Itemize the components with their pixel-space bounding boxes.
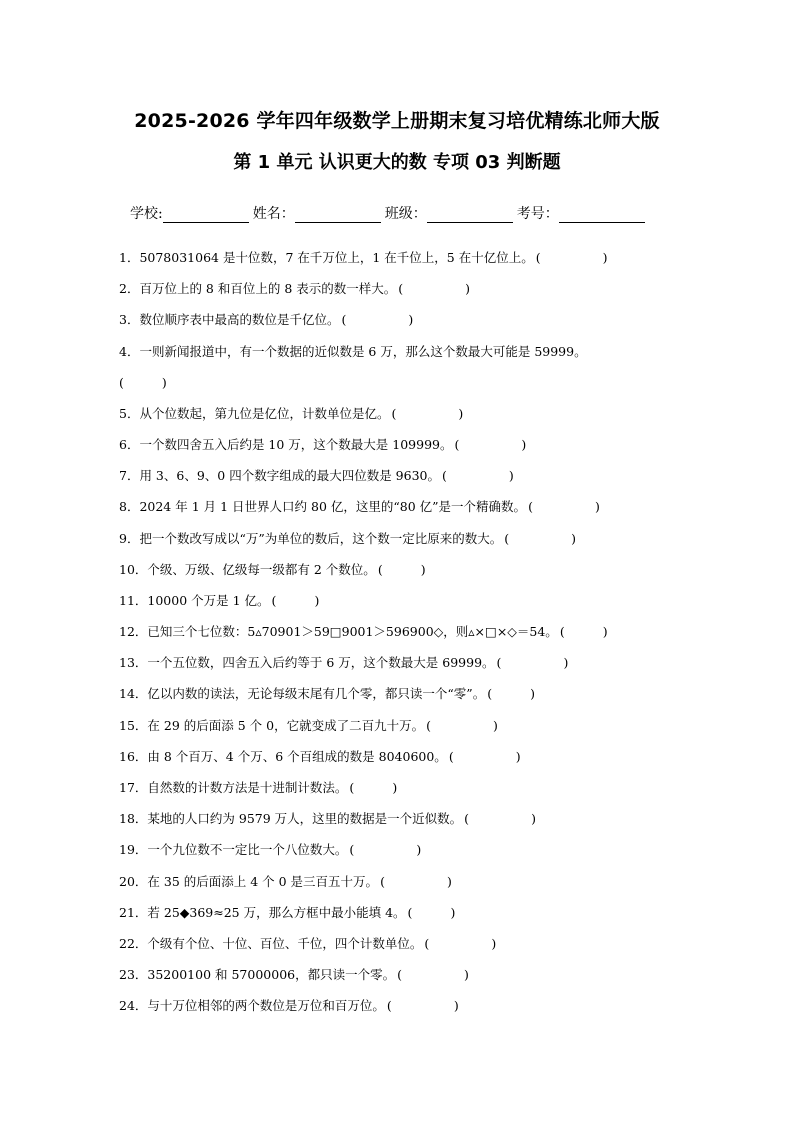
question-answer-line [119,369,719,400]
question-text: 10000 个万是 1 亿。 [147,592,270,608]
answer-paren-open: ( [424,935,430,951]
answer-paren-close: ) [594,499,600,515]
class-field [385,203,517,223]
question-number: 3． [119,312,140,328]
question-text: 若 25◆369≈25 万，那么方框中最小能填 4。 [147,904,406,920]
question-text: 已知三个七位数：5▵70901＞59□9001＞596900◇，则▵×□×◇＝54。 [147,624,558,640]
question-text: 把一个数改写成以“万”为单位的数后，这个数一定比原来的数大。 [139,530,503,546]
question-number: 2． [119,281,140,297]
answer-paren-close: ) [602,250,608,265]
name-field [253,203,385,223]
school-label: 学校: [130,206,163,222]
answer-paren-open: ( [380,873,385,889]
answer-paren-open: ( [386,998,392,1014]
question-item [119,930,719,961]
question-list [119,244,719,1024]
question-item [119,400,719,431]
answer-paren-open: ( [119,374,124,390]
question-text: 亿以内数的读法，无论每级末尾有几个零，都只读一个“零”。 [147,686,486,702]
question-text: 在 29 的后面添 5 个 0，它就变成了二百九十万。 [147,717,425,733]
question-item [119,525,719,556]
answer-paren-close: ) [530,686,535,702]
question-text: 百万位上的 8 和百位上的 8 表示的数一样大。 [139,281,397,297]
question-number: 15． [119,717,148,733]
answer-paren-close: ) [416,842,422,858]
student-info-row [130,201,670,223]
question-number: 17． [119,780,148,795]
question-number: 20． [119,873,148,889]
question-number: 10． [119,561,148,577]
question-text: 自然数的计数方法是十进制计数法。 [147,780,348,795]
question-number: 9． [119,530,140,546]
question-number: 4． [119,343,140,359]
question-item [119,462,719,493]
question-text: 由 8 个百万、4 个万、6 个百组成的数是 8040600。 [147,748,447,764]
question-number: 1． [119,250,140,265]
question-item [119,961,719,992]
answer-paren-open: ( [407,904,413,920]
answer-paren-close: ) [161,374,167,390]
question-text: 一则新闻报道中，有一个数据的近似数是 6 万，那么这个数最大可能是 59999。 [139,343,587,359]
question-number: 19． [119,842,148,858]
question-number: 23． [119,967,148,983]
answer-paren-close: ) [420,561,426,577]
question-item [119,774,719,805]
answer-paren-close: ) [602,624,608,640]
question-text: 在 35 的后面添上 4 个 0 是三百五十万。 [147,873,379,889]
answer-paren-open: ( [271,592,277,608]
question-text: 用 3、6、9、0 四个数字组成的最大四位数是 9630。 [139,468,440,484]
question-number: 11． [119,592,148,608]
question-number: 6． [119,436,140,452]
answer-paren-close: ) [458,405,464,421]
answer-paren-open: ( [398,281,404,297]
exam-label: 考号： [516,206,559,222]
class-label: 班级： [384,206,427,222]
answer-paren-open: ( [535,250,541,265]
exam-blank-line[interactable] [559,206,645,223]
class-blank-line[interactable] [427,206,513,223]
answer-paren-close: ) [515,748,521,764]
answer-paren-close: ) [571,530,577,546]
answer-paren-close: ) [492,717,498,733]
answer-paren-open: ( [448,748,454,764]
question-text: 个级有个位、十位、百位、千位，四个计数单位。 [147,935,423,951]
question-item [119,743,719,774]
question-text: 个级、万级、亿级每一级都有 2 个数位。 [147,561,376,577]
question-text: 2024 年 1 月 1 日世界人口约 80 亿，这里的“80 亿”是一个精确数。 [139,499,527,515]
answer-paren-open: ( [426,717,431,733]
question-text: 一个数四舍五入后约是 10 万，这个数最大是 109999。 [139,436,453,452]
question-item [119,868,719,899]
question-item [119,836,719,867]
name-label: 姓名： [252,206,295,222]
question-number: 21． [119,904,148,920]
question-text: 某地的人口约为 9579 万人，这里的数据是一个近似数。 [147,811,463,827]
answer-paren-close: ) [521,436,527,452]
answer-paren-close: ) [465,281,471,297]
question-number: 14． [119,686,148,702]
question-item [119,306,719,337]
question-number: 18． [119,811,148,827]
question-number: 22． [119,935,148,951]
question-item [119,680,719,711]
answer-paren-open: ( [397,967,402,983]
answer-paren-close: ) [563,655,569,671]
question-text: 5078031064 是十位数，7 在千万位上，1 在千位上，5 在十亿位上。 [139,250,534,265]
question-item [119,338,719,369]
question-text: 数位顺序表中最高的数位是千亿位。 [139,312,340,328]
question-item [119,431,719,462]
question-item [119,275,719,306]
answer-paren-open: ( [391,405,397,421]
answer-paren-close: ) [531,811,536,827]
question-item [119,244,719,275]
question-number: 16． [119,748,148,764]
question-item [119,649,719,680]
answer-paren-close: ) [392,780,398,795]
question-number: 24． [119,998,148,1014]
answer-paren-open: ( [487,686,493,702]
answer-paren-open: ( [464,811,470,827]
answer-paren-open: ( [341,312,347,328]
school-field [130,203,253,223]
answer-paren-close: ) [453,998,459,1014]
answer-paren-open: ( [559,624,565,640]
question-item [119,899,719,930]
answer-paren-open: ( [349,780,355,795]
page-title: 2025-2026 学年四年级数学上册期末复习培优精练北师大版 [134,110,660,132]
answer-paren-close: ) [450,904,456,920]
question-text: 一个五位数，四舍五入后约等于 6 万，这个数最大是 69999。 [147,655,495,671]
question-text: 35200100 和 57000006，都只读一个零。 [147,967,396,983]
answer-paren-open: ( [377,561,383,577]
answer-paren-open: ( [454,436,460,452]
question-item [119,618,719,649]
question-number: 13． [119,655,148,671]
answer-paren-open: ( [528,499,533,515]
page-subtitle: 第 1 单元 认识更大的数 专项 03 判断题 [233,152,561,173]
exam-field [517,203,649,223]
answer-paren-open: ( [442,468,447,484]
question-item [119,587,719,618]
answer-paren-close: ) [464,967,469,983]
school-blank-line[interactable] [163,206,249,223]
question-item [119,493,719,524]
question-text: 一个九位数不一定比一个八位数大。 [147,842,348,858]
question-item [119,992,719,1023]
question-item [119,712,719,743]
question-item [119,805,719,836]
answer-paren-open: ( [504,530,510,546]
question-text: 与十万位相邻的两个数位是万位和百万位。 [147,998,385,1014]
answer-paren-open: ( [349,842,355,858]
question-number: 8． [119,499,140,515]
answer-paren-close: ) [491,935,497,951]
answer-paren-open: ( [496,655,502,671]
question-text: 从个位数起，第九位是亿位，计数单位是亿。 [139,405,390,421]
answer-paren-close: ) [446,873,452,889]
answer-paren-close: ) [408,312,414,328]
question-number: 12． [119,624,148,640]
name-blank-line[interactable] [295,206,381,223]
answer-paren-close: ) [314,592,320,608]
answer-paren-close: ) [508,468,514,484]
question-number: 5． [119,405,140,421]
question-number: 7． [119,468,140,484]
question-item [119,556,719,587]
